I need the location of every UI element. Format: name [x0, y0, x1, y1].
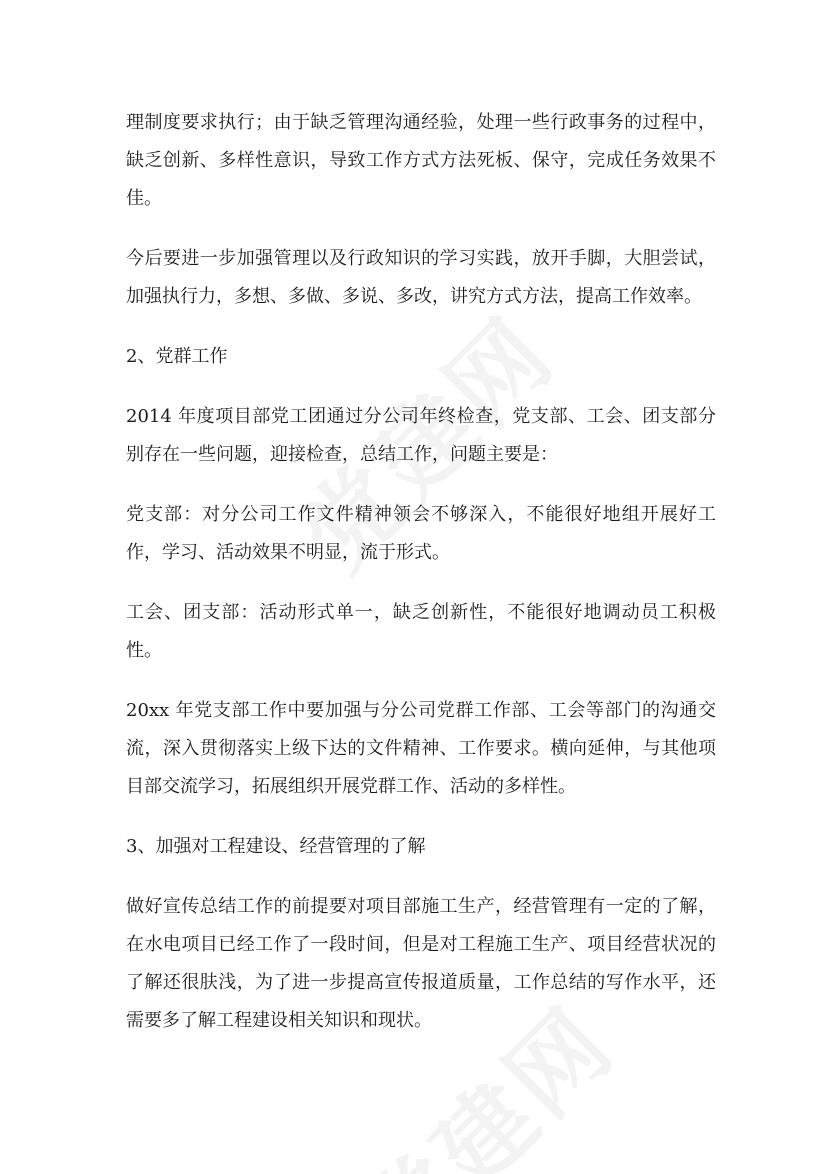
paragraph: 做好宣传总结工作的前提要对项目部施工生产，经营管理有一定的了解，在水电项目已经工作了一段时间，但是对工程施工生产、项目经营状况的了解还很肤浅，为了进一步提高宣传报道质量，工作总结的写作水平，还需要多了解工程建设相关知识和现状。: [126, 896, 716, 1031]
paragraph: 20xx 年党支部工作中要加强与分公司党群工作部、工会等部门的沟通交流，深入贯彻落实上级下达的文件精神、工作要求。横向延伸，与其他项目部交流学习，拓展组织开展党群工作、活动的多样性。: [126, 700, 716, 797]
paragraph: 今后要进一步加强管理以及行政知识的学习实践，放开手脚，大胆尝试，加强执行力，多想、多做、多说、多改，讲究方式方法，提高工作效率。: [126, 248, 716, 307]
section-heading: 2、党群工作: [126, 346, 228, 367]
paragraph: 工会、团支部：活动形式单一，缺乏创新性，不能很好地调动员工积极性。: [126, 602, 716, 661]
paragraph: 理制度要求执行；由于缺乏管理沟通经验，处理一些行政事务的过程中，缺乏创新、多样性意识，导致工作方式方法死板、保守，完成任务效果不佳。: [126, 112, 716, 209]
section-heading: 3、加强对工程建设、经营管理的了解: [126, 836, 426, 857]
paragraph: 2014 年度项目部党工团通过分公司年终检查，党支部、工会、团支部分别存在一些问题，迎接检查，总结工作，问题主要是：: [126, 406, 716, 465]
paragraph: 党支部：对分公司工作文件精神领会不够深入，不能很好地组开展好工作，学习、活动效果不明显，流于形式。: [126, 504, 716, 563]
document-body: [126, 104, 716, 1062]
